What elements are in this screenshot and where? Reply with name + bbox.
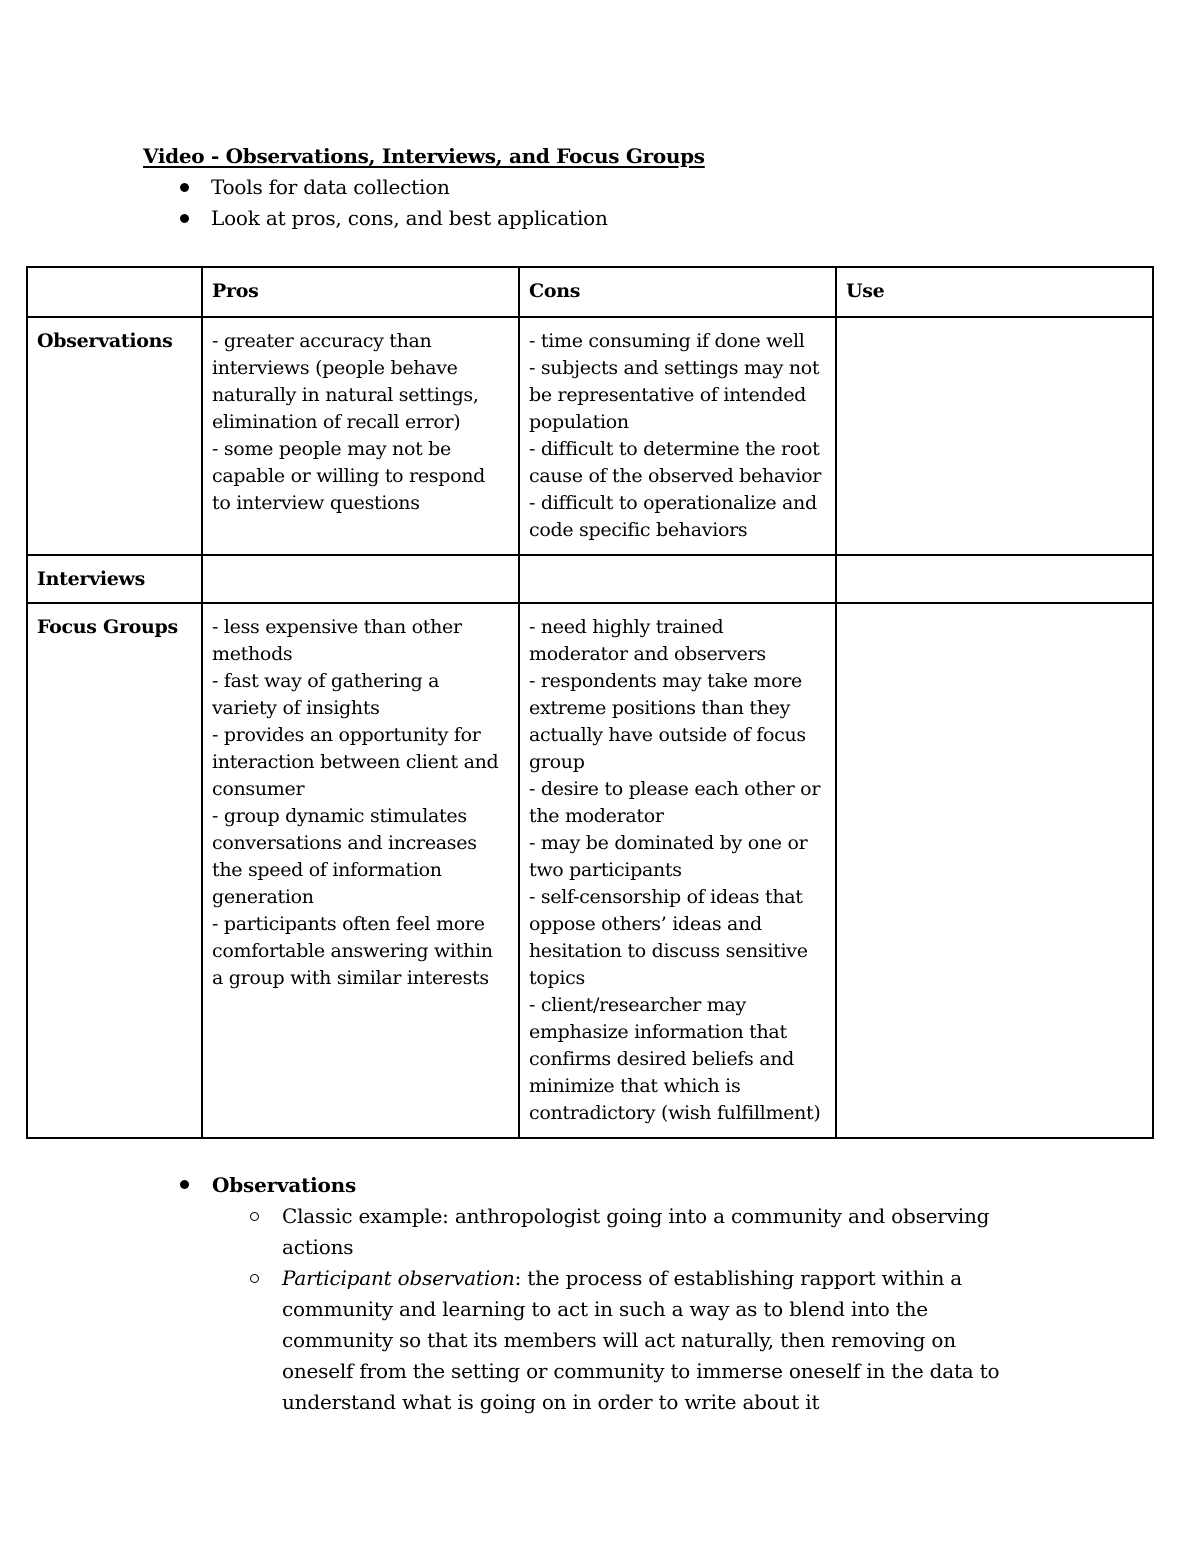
cons-line: - time consuming if done well bbox=[529, 330, 805, 352]
cons-line: - respondents may take more extreme positions than they actually have outside of focus group bbox=[529, 670, 806, 773]
interviews-pros-cell bbox=[202, 555, 519, 603]
cons-line: - desire to please each other or the moderator bbox=[529, 778, 821, 827]
sub-item-text: Classic example: anthropologist going into a community and observing actions bbox=[282, 1204, 990, 1259]
sub-item-lead: Participant observation bbox=[282, 1266, 515, 1290]
sub-item-text: : the process of establishing rapport within a community and learning to act in such a way as to blend into the community so that its members will act naturally, then removing on oneself from the setting or community to immerse oneself in the data to understand what is going on in order to write about it bbox=[282, 1266, 1000, 1414]
bullet-icon bbox=[180, 214, 189, 223]
list-item bbox=[176, 205, 608, 236]
hollow-bullet-icon bbox=[250, 1212, 259, 1221]
focus-groups-cons-cell bbox=[519, 603, 836, 1138]
notes-list bbox=[176, 1170, 1026, 1418]
table-row bbox=[27, 555, 1153, 603]
interviews-cons-cell bbox=[519, 555, 836, 603]
pros-line: - group dynamic stimulates conversations and increases the speed of information generation bbox=[212, 805, 477, 908]
hollow-bullet-icon bbox=[250, 1274, 259, 1283]
bullet-icon bbox=[180, 1180, 189, 1189]
cons-line: - may be dominated by one or two participants bbox=[529, 832, 808, 881]
header-cell-cons: Cons bbox=[519, 267, 836, 317]
cons-line: - difficult to determine the root cause of the observed behavior bbox=[529, 438, 822, 487]
observations-use-cell bbox=[836, 317, 1153, 555]
focus-groups-pros-cell bbox=[202, 603, 519, 1138]
cons-line: - client/researcher may emphasize information that confirms desired beliefs and minimize that which is contradictory (wish fulfillment) bbox=[529, 994, 821, 1124]
interviews-use-cell bbox=[836, 555, 1153, 603]
table-header-row bbox=[27, 267, 1153, 317]
row-label-observations: Observations bbox=[27, 317, 202, 555]
cons-line: - difficult to operationalize and code specific behaviors bbox=[529, 492, 817, 541]
bullet-text: Look at pros, cons, and best application bbox=[211, 206, 608, 230]
sub-list-item bbox=[176, 1201, 1026, 1263]
cons-line: - subjects and settings may not be representative of intended population bbox=[529, 357, 820, 433]
bullet-icon bbox=[180, 183, 189, 192]
cons-line: - self-censorship of ideas that oppose others’ ideas and hesitation to discuss sensitive topics bbox=[529, 886, 808, 989]
header-cell-use: Use bbox=[836, 267, 1153, 317]
intro-bullet-list bbox=[176, 174, 608, 236]
pros-line: - provides an opportunity for interaction between client and consumer bbox=[212, 724, 499, 800]
focus-groups-use-cell bbox=[836, 603, 1153, 1138]
pros-line: - greater accuracy than interviews (people behave naturally in natural settings, elimination of recall error) bbox=[212, 330, 479, 433]
table-row bbox=[27, 603, 1153, 1138]
bullet-text: Tools for data collection bbox=[211, 175, 450, 199]
page-title: Video - Observations, Interviews, and Focus Groups bbox=[143, 144, 705, 168]
notes-sub-list bbox=[176, 1201, 1026, 1418]
pros-line: - less expensive than other methods bbox=[212, 616, 462, 665]
list-item bbox=[176, 174, 608, 205]
header-cell-empty bbox=[27, 267, 202, 317]
list-item bbox=[176, 1170, 1026, 1418]
observations-pros-cell bbox=[202, 317, 519, 555]
sub-item-text-wrap bbox=[246, 1263, 1026, 1418]
pros-line: - participants often feel more comfortable answering within a group with similar interests bbox=[212, 913, 493, 989]
sub-item-text-wrap bbox=[246, 1201, 1026, 1263]
notes-heading: Observations bbox=[212, 1173, 357, 1197]
header-cell-pros: Pros bbox=[202, 267, 519, 317]
pros-line: - fast way of gathering a variety of insights bbox=[212, 670, 440, 719]
sub-list-item bbox=[176, 1263, 1026, 1418]
cons-line: - need highly trained moderator and observers bbox=[529, 616, 766, 665]
pros-line: - some people may not be capable or willing to respond to interview questions bbox=[212, 438, 486, 514]
row-label-interviews: Interviews bbox=[27, 555, 202, 603]
table-row bbox=[27, 317, 1153, 555]
comparison-table bbox=[26, 266, 1154, 1139]
observations-cons-cell bbox=[519, 317, 836, 555]
row-label-focus-groups: Focus Groups bbox=[27, 603, 202, 1138]
